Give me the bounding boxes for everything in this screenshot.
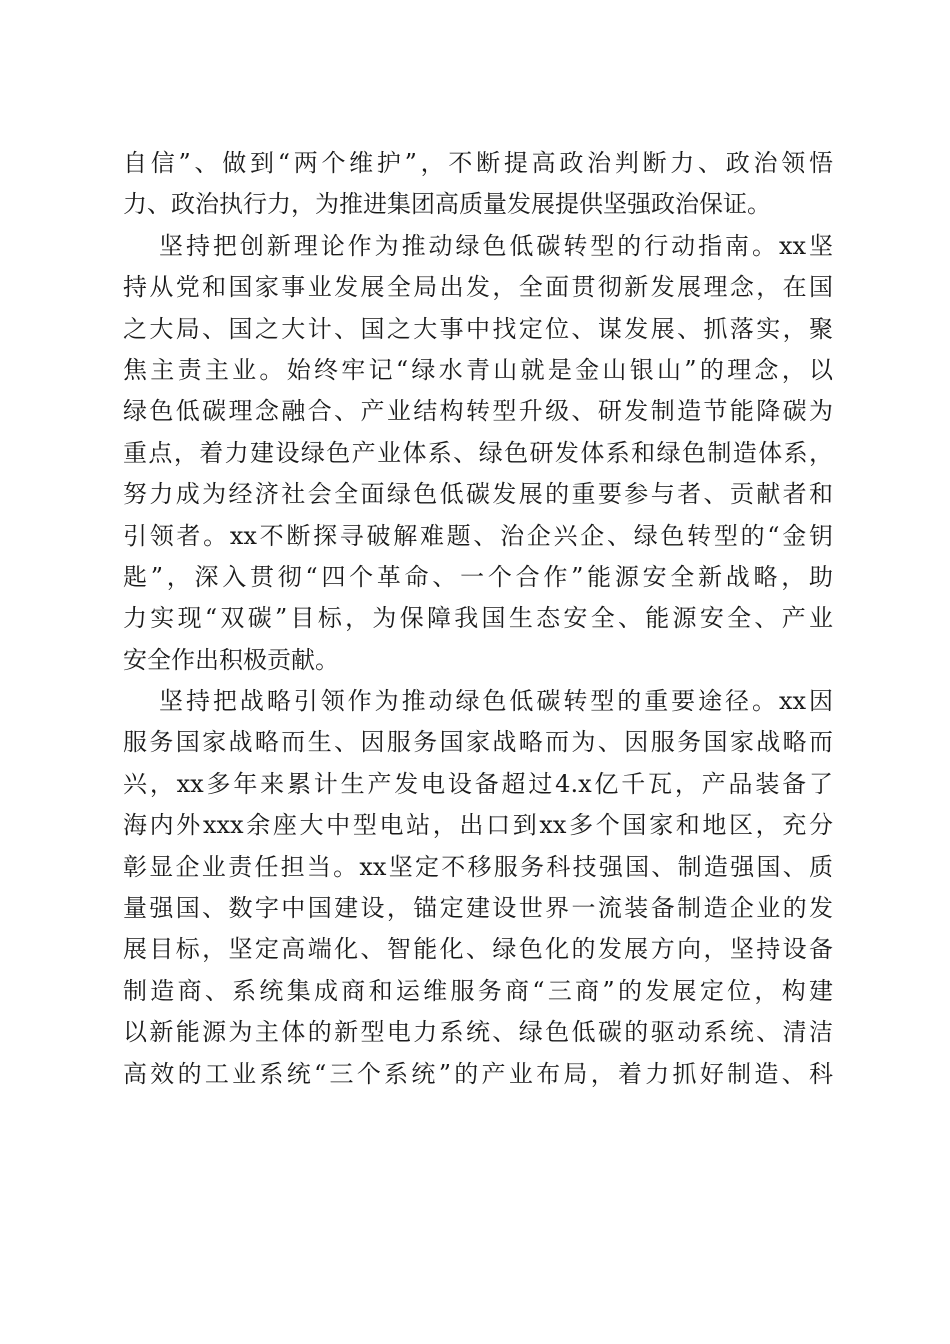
text-line: 制造商、系统集成商和运维服务商“三商”的发展定位，构建 xyxy=(123,976,833,1005)
text-line: 匙”，深入贯彻“四个革命、一个合作”能源安全新战略，助 xyxy=(123,562,833,591)
text-line: 焦主责主业。始终牢记“绿水青山就是金山银山”的理念，以 xyxy=(123,355,833,384)
text-line: 展目标，坚定高端化、智能化、绿色化的发展方向，坚持设备 xyxy=(123,935,833,964)
paragraph xyxy=(123,226,833,681)
text-line: 引领者。xx不断探寻破解难题、治企兴企、绿色转型的“金钥 xyxy=(123,521,833,550)
paragraph xyxy=(123,143,833,226)
text-line: 兴，xx多年来累计生产发电设备超过4.x亿千瓦，产品装备了 xyxy=(123,769,833,798)
text-line: 坚持把创新理论作为推动绿色低碳转型的行动指南。xx坚 xyxy=(159,231,833,260)
text-line: 持从党和国家事业发展全局出发，全面贯彻新发展理念，在国 xyxy=(123,273,833,302)
text-line: 自信”、做到“两个维护”，不断提高政治判断力、政治领悟 xyxy=(123,149,833,177)
text-line: 之大局、国之大计、国之大事中找定位、谋发展、抓落实，聚 xyxy=(123,314,833,343)
document-body xyxy=(123,143,833,1095)
text-line: 力实现“双碳”目标，为保障我国生态安全、能源安全、产业 xyxy=(123,604,833,633)
text-line: 海内外xxx余座大中型电站，出口到xx多个国家和地区，充分 xyxy=(123,811,833,840)
text-line: 高效的工业系统“三个系统”的产业布局，着力抓好制造、科 xyxy=(123,1059,833,1088)
text-line: 彰显企业责任担当。xx坚定不移服务科技强国、制造强国、质 xyxy=(123,852,833,881)
text-line: 坚持把战略引领作为推动绿色低碳转型的重要途径。xx因 xyxy=(159,687,833,716)
text-line: 绿色低碳理念融合、产业结构转型升级、研发制造节能降碳为 xyxy=(123,397,833,426)
text-line: 努力成为经济社会全面绿色低碳发展的重要参与者、贡献者和 xyxy=(123,480,833,509)
text-line: 重点，着力建设绿色产业体系、绿色研发体系和绿色制造体系， xyxy=(123,438,833,467)
text-line: 安全作出积极贡献。 xyxy=(123,645,339,674)
text-line: 以新能源为主体的新型电力系统、绿色低碳的驱动系统、清洁 xyxy=(123,1018,833,1047)
text-line: 力、政治执行力，为推进集团高质量发展提供坚强政治保证。 xyxy=(123,190,771,219)
text-line: 量强国、数字中国建设，锚定建设世界一流装备制造企业的发 xyxy=(123,894,833,923)
text-line: 服务国家战略而生、因服务国家战略而为、因服务国家战略而 xyxy=(123,728,833,757)
paragraph xyxy=(123,681,833,1095)
